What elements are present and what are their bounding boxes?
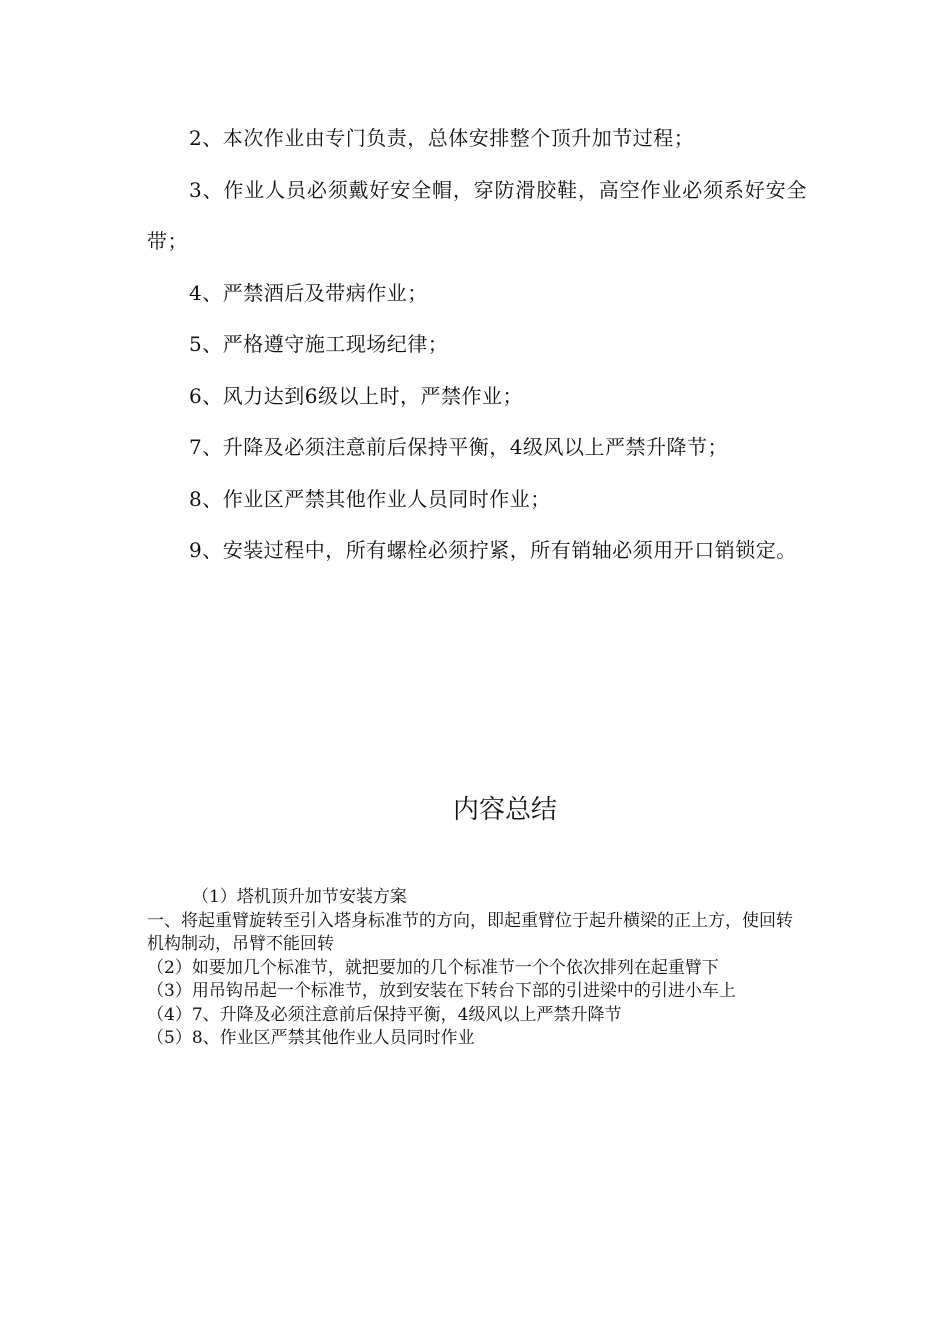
summary-line: （4）7、升降及必须注意前后保持平衡，4级风以上严禁升降节	[147, 1004, 622, 1025]
rule-paragraph: 3、作业人员必须戴好安全帽，穿防滑胶鞋，高空作业必须系好安全带；	[147, 177, 807, 253]
summary-line: （2）如要加几个标准节，就把要加的几个标准节一个个依次排列在起重臂下	[147, 957, 719, 978]
rule-paragraph: 7、升降及必须注意前后保持平衡，4级风以上严禁升降节；	[189, 435, 728, 459]
rule-paragraph: 5、严格遵守施工现场纪律；	[189, 332, 449, 356]
rule-paragraph: 6、风力达到6级以上时，严禁作业；	[189, 383, 523, 408]
summary-section	[147, 886, 807, 1051]
rule-paragraph: 8、作业区严禁其他作业人员同时作业；	[189, 486, 551, 511]
rule-paragraph: 9、安装过程中，所有螺栓必须拧紧，所有销轴必须用开口销锁定。	[189, 538, 797, 562]
rule-paragraph: 2、本次作业由专门负责，总体安排整个顶升加节过程；	[189, 126, 695, 150]
summary-heading: （1）塔机顶升加节安装方案	[192, 887, 407, 907]
summary-title: 内容总结	[452, 795, 557, 825]
rule-paragraph: 4、严禁酒后及带病作业；	[189, 280, 428, 305]
summary-line: 一、将起重臂旋转至引入塔身标准节的方向，即起重臂位于起升横梁的正上方，使回转机构制动，吊臂不能回转	[147, 910, 793, 954]
summary-line: （5）8、作业区严禁其他作业人员同时作业	[147, 1028, 475, 1048]
safety-rules-section	[147, 113, 807, 577]
summary-line: （3）用吊钩吊起一个标准节，放到安装在下转台下部的引进梁中的引进小车上	[147, 981, 736, 1001]
